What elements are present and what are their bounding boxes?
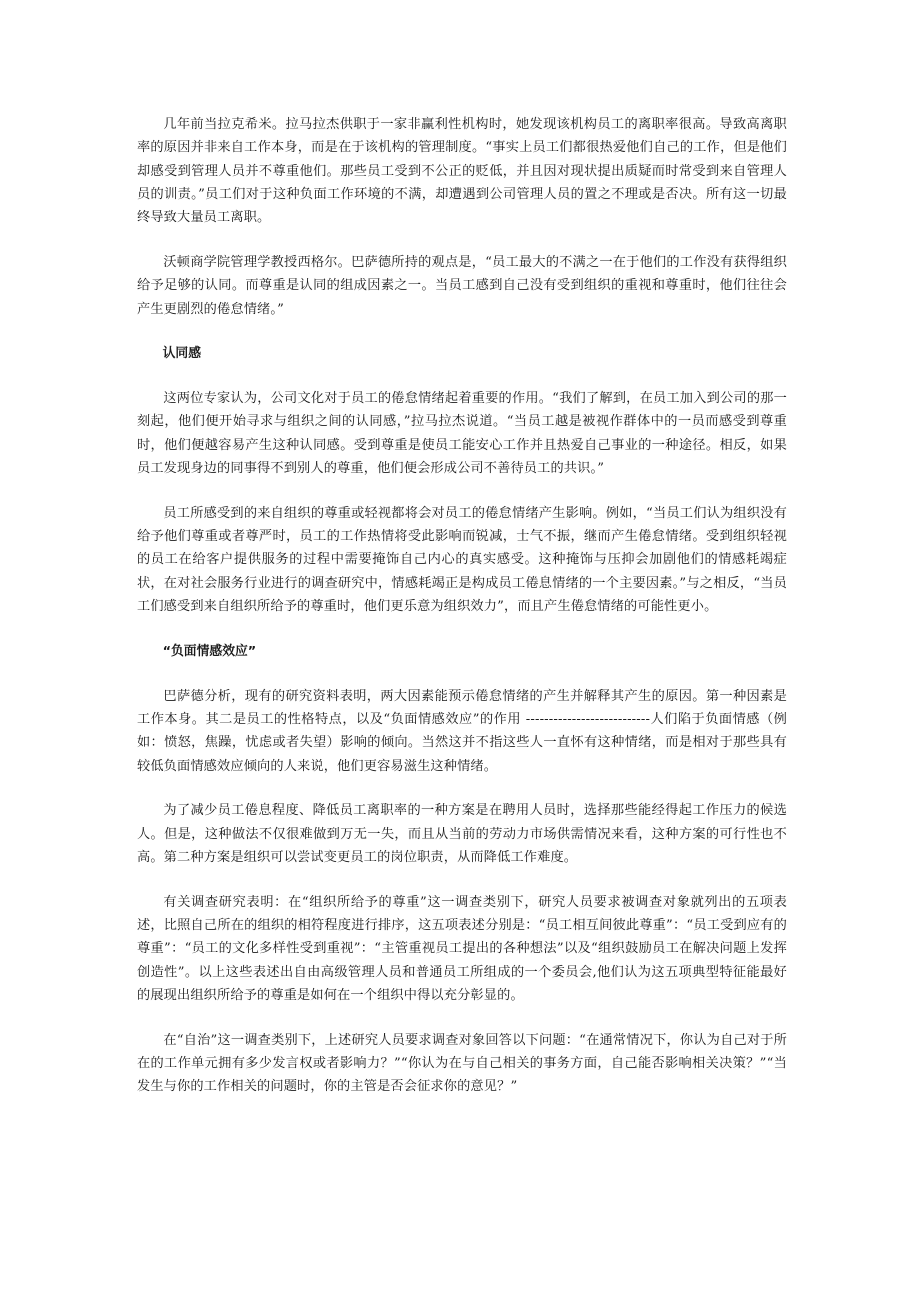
paragraph-7: 有关调查研究表明：在“组织所给予的尊重”这一调查类别下，研究人员要求被调查对象就列出的五项表述，比照自己所在的组织的相符程度进行排序，这五项表述分别是：“员工相互间彼此尊重”：“员工受到应有的尊重”：“员工的文化多样性受到重视”：“主管重视员工提出的各种想法”以及“组织鼓励员工在解决问题上发挥创造性”。以上这些表述出自由高级管理人员和普通员工所组成的一个委员会,他们认为这五项典型特征能最好的展现出组织所给予的尊重是如何在一个组织中得以充分彰显的。 <box>137 894 787 1003</box>
paragraph-3: 这两位专家认为，公司文化对于员工的倦怠情绪起着重要的作用。“我们了解到，在员工加入到公司的那一刻起，他们便开始寻求与组织之间的认同感，”拉马拉杰说道。“当员工越是被视作群体中的一员而感受到尊重时，他们便越容易产生这种认同感。受到尊重是使员工能安心工作并且热爱自己事业的一种途径。相反，如果员工发现身边的同事得不到别人的尊重，他们便会形成公司不善待员工的共识。” <box>137 391 787 477</box>
section-heading-negative-affect: “负面情感效应” <box>162 643 257 659</box>
article-body <box>137 113 787 1120</box>
paragraph-6: 为了减少员工倦息程度、降低员工离职率的一种方案是在聘用人员时，选择那些能经得起工作压力的候选人。但是，这种做法不仅很难做到万无一失，而且从当前的劳动力市场供需情况来看，这种方案的可行性也不高。第二种方案是组织可以尝试变更员工的岗位职责，从而降低工作难度。 <box>137 803 787 865</box>
paragraph-4: 员工所感受到的来自组织的尊重或轻视都将会对员工的倦怠情绪产生影响。例如，“当员工们认为组织没有给予他们尊重或者尊严时，员工的工作热情将受此影响而锐减，士气不振，继而产生倦怠情绪。受到组织轻视的员工在给客户提供服务的过程中需要掩饰自己内心的真实感受。这种掩饰与压抑会加剧他们的情感耗竭症状，在对社会服务行业进行的调查研究中，情感耗竭正是构成员工倦息情绪的一个主要因素。”与之相反，“当员工们感受到来自组织所给予的尊重时，他们更乐意为组织效力”，而且产生倦怠情绪的可能性更小。 <box>137 505 787 615</box>
paragraph-2: 沃顿商学院管理学教授西格尔。巴萨德所持的观点是，“员工最大的不满之一在于他们的工作没有获得组织给予足够的认同。而尊重是认同的组成因素之一。当员工感到自己没有受到组织的重视和尊重时，他们往往会产生更剧烈的倦怠情绪。” <box>137 254 787 317</box>
paragraph-1: 几年前当拉克希米。拉马拉杰供职于一家非赢利性机构时，她发现该机构员工的离职率很高。导致高离职率的原因并非来自工作本身，而是在于该机构的管理制度。“事实上员工们都很热爱他们自己的工作，但是他们却感受到管理人员并不尊重他们。那些员工受到不公正的贬低，并且因对现状提出质疑而时常受到来自管理人员的训责。”员工们对于这种负面工作环境的不满，却遭遇到公司管理人员的置之不理或是否决。所有这一切最终导致大量员工离职。 <box>137 117 787 226</box>
section-heading-identity: 认同感 <box>162 346 201 362</box>
paragraph-8: 在“自治”这一调查类别下，上述研究人员要求调查对象回答以下问题：“在通常情况下，你认为自己对于所在的工作单元拥有多少发言权或者影响力？”“你认为在与自己相关的事务方面，自己能否影响相关决策？”“当发生与你的工作相关的问题时，你的主管是否会征求你的意见？” <box>137 1032 787 1095</box>
paragraph-5: 巴萨德分析，现有的研究资料表明，两大因素能预示倦怠情绪的产生并解释其产生的原因。第一种因素是工作本身。其二是员工的性格特点，以及“负面情感效应”的作用 ---------------------------人们陷于负面情感（例如：愤怒，焦躁，忧虑或者失望）影响的倾向。当然这并不指这些人一直怀有这种情绪，而是相对于那些具有较低负面情感效应倾向的人来说，他们更容易滋生这种情绪。 <box>137 688 787 774</box>
